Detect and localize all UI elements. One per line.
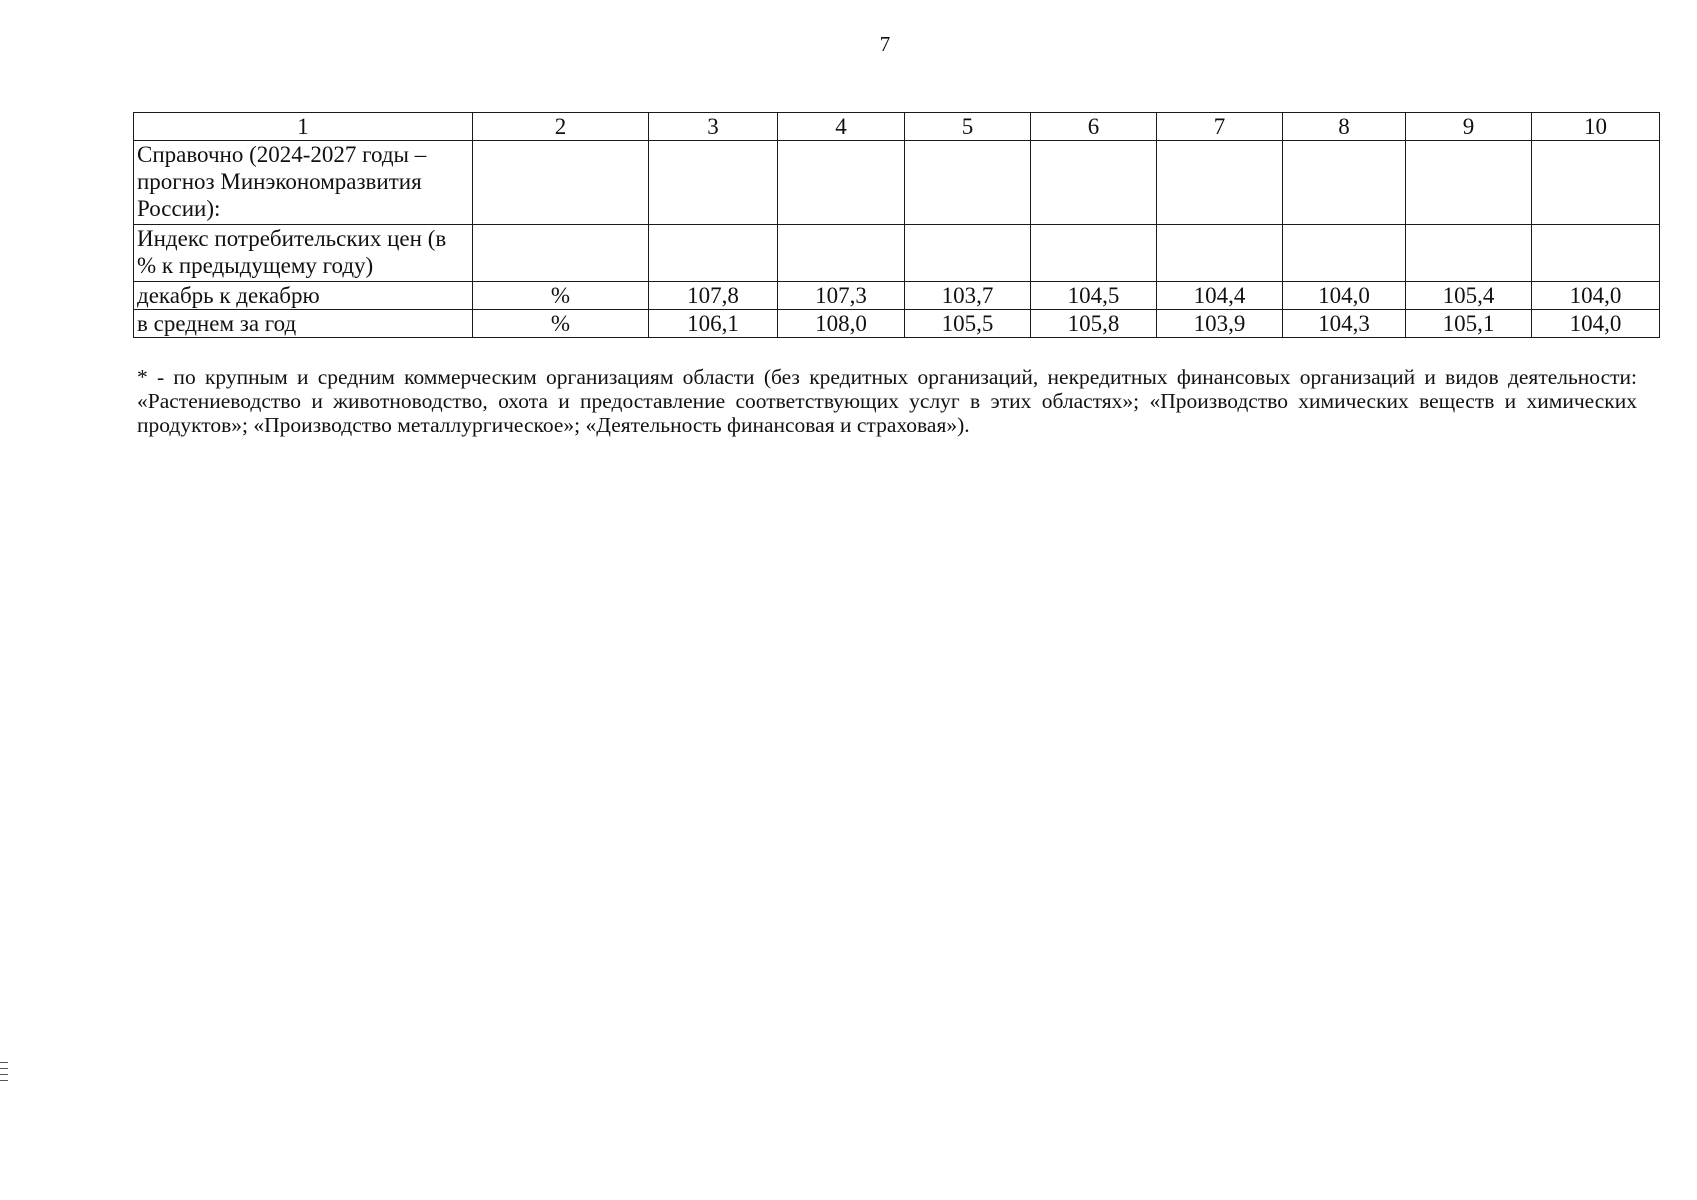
empty-cell — [1031, 225, 1157, 282]
value-cell: 106,1 — [649, 310, 778, 338]
empty-cell — [1532, 141, 1660, 225]
table-row — [134, 141, 1660, 225]
footnote: * - по крупным и средним коммерческим организациям области (без кредитных организаций, некредитных финансовых организаций и видов деятельности: «Растениеводство и животноводство, охота и предоставление соответствующих услуг в этих областях»; «Производство химических веществ и химических продуктов»; «Производство металлургическое»; «Деятельность финансовая и страховая»). — [137, 365, 1637, 437]
column-header: 4 — [778, 113, 905, 141]
empty-cell — [1283, 141, 1406, 225]
empty-cell — [905, 141, 1031, 225]
value-cell: 107,3 — [778, 282, 905, 310]
unit-cell: % — [473, 310, 649, 338]
empty-cell — [905, 225, 1031, 282]
row-label: декабрь к декабрю — [134, 282, 473, 310]
column-header: 6 — [1031, 113, 1157, 141]
table-row — [134, 225, 1660, 282]
value-cell: 104,5 — [1031, 282, 1157, 310]
value-cell: 105,5 — [905, 310, 1031, 338]
value-cell: 104,3 — [1283, 310, 1406, 338]
empty-cell — [1157, 141, 1283, 225]
value-cell: 105,4 — [1406, 282, 1532, 310]
empty-cell — [473, 141, 649, 225]
column-header: 3 — [649, 113, 778, 141]
unit-cell: % — [473, 282, 649, 310]
table-row — [134, 282, 1660, 310]
value-cell: 105,8 — [1031, 310, 1157, 338]
section-label: Справочно (2024-2027 годы – прогноз Минэкономразвития России): — [134, 141, 473, 225]
column-header: 9 — [1406, 113, 1532, 141]
value-cell: 104,0 — [1283, 282, 1406, 310]
value-cell: 103,7 — [905, 282, 1031, 310]
column-header: 7 — [1157, 113, 1283, 141]
empty-cell — [1283, 225, 1406, 282]
empty-cell — [473, 225, 649, 282]
forecast-table — [133, 112, 1660, 338]
column-header: 10 — [1532, 113, 1660, 141]
empty-cell — [1406, 141, 1532, 225]
value-cell: 105,1 — [1406, 310, 1532, 338]
empty-cell — [1532, 225, 1660, 282]
empty-cell — [649, 225, 778, 282]
value-cell: 104,0 — [1532, 310, 1660, 338]
column-header: 8 — [1283, 113, 1406, 141]
value-cell: 104,0 — [1532, 282, 1660, 310]
empty-cell — [1157, 225, 1283, 282]
column-header: 2 — [473, 113, 649, 141]
column-header: 5 — [905, 113, 1031, 141]
row-label: в среднем за год — [134, 310, 473, 338]
value-cell: 107,8 — [649, 282, 778, 310]
scan-margin-marks — [0, 1062, 10, 1086]
empty-cell — [1406, 225, 1532, 282]
value-cell: 108,0 — [778, 310, 905, 338]
value-cell: 104,4 — [1157, 282, 1283, 310]
table-row — [134, 310, 1660, 338]
empty-cell — [778, 225, 905, 282]
empty-cell — [649, 141, 778, 225]
page-number: 7 — [879, 32, 891, 56]
empty-cell — [778, 141, 905, 225]
column-header: 1 — [134, 113, 473, 141]
empty-cell — [1031, 141, 1157, 225]
table-header-row — [134, 113, 1660, 141]
value-cell: 103,9 — [1157, 310, 1283, 338]
subsection-label: Индекс потребительских цен (в % к предыдущему году) — [134, 225, 473, 282]
